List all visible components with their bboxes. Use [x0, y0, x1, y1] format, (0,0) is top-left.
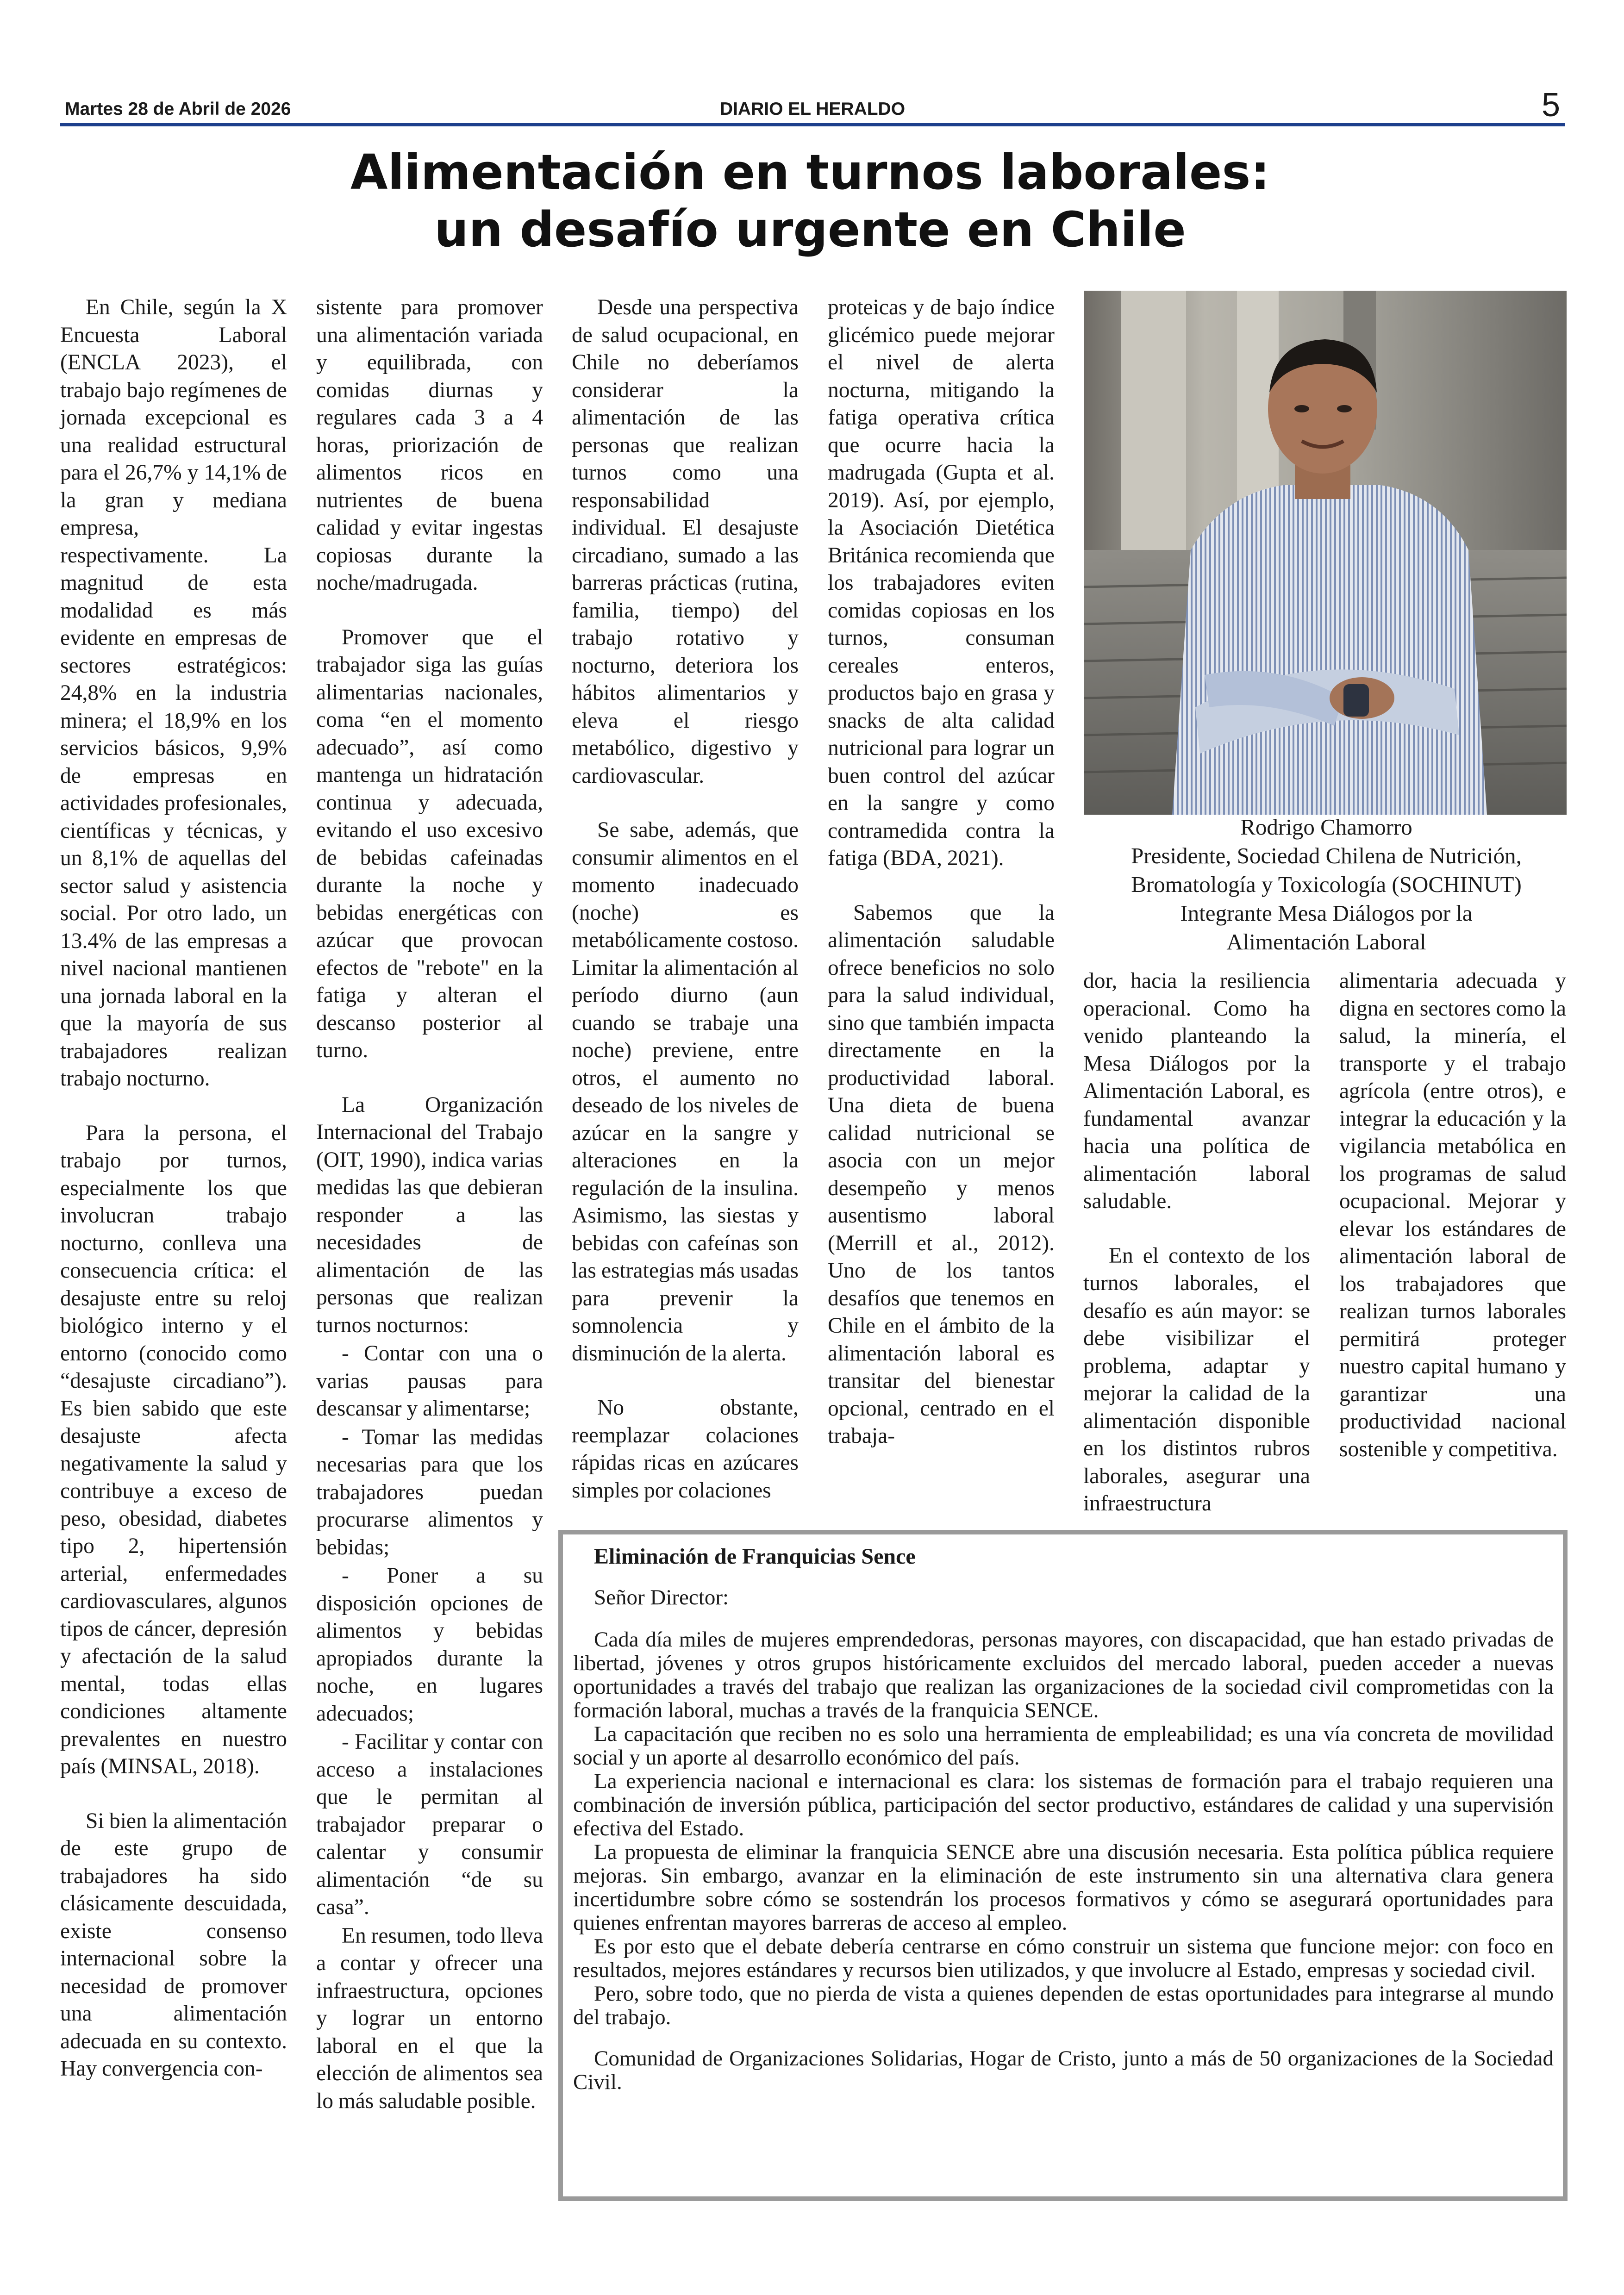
article-column-3	[572, 294, 799, 1531]
paragraph: Para la persona, el trabajo por turnos, especialmente los que involucran trabajo nocturno, conlleva una consecuencia crítica: el desajuste entre su reloj biológico interno y el entorno (conocido como “desajuste circadiano”). Es bien sabido que este desajuste afecta negativamente la salud y contribuye a exceso de peso, obesidad, diabetes tipo 2, hipertensión arterial, enfermedades cardiovasculares, algunos tipos de cáncer, depresión y afectación de la salud mental, todas ellas condiciones altamente prevalentes en nuestro país (MINSAL, 2018).	[60, 1121, 287, 1778]
paragraph: Se sabe, además, que consumir alimentos en el momento inadecuado (noche) es metabólicamente costoso. Limitar la alimentación al período diurno (aun cuando se trabaje una noche) previene, entre otros, el aumento no deseado de los niveles de azúcar en la sangre y alteraciones en la regulación de la insulina. Asimismo, las siestas y bebidas con cafeínas son las estrategias más usadas para prevenir la somnolencia y disminución de la alerta.	[572, 818, 799, 1366]
paragraph: alimentaria adecuada y digna en sectores como la salud, la minería, el transporte y el trabajo agrícola (entre otros), e integrar la educación y la vigilancia metabólica en los programas de salud ocupacional. Mejorar y elevar los estándares de alimentación laboral de los trabajadores que realizan turnos laborales permitirá proteger nuestro capital humano y garantizar una productividad nacional sostenible y competitiva.	[1339, 969, 1566, 1461]
article-headline	[324, 143, 1296, 258]
author-role: Integrante Mesa Diálogos por la	[1180, 900, 1473, 926]
list-item: - Tomar las medidas necesarias para que los trabajadores puedan procurarse alimentos y bebidas;	[316, 1425, 543, 1559]
letter-signature: Comunidad de Organizaciones Solidarias, Hogar de Cristo, junto a más de 50 organizaciones de la Sociedad Civil.	[573, 2046, 1554, 2094]
article-column-1	[60, 294, 287, 2110]
letter-paragraph: La experiencia nacional e internacional es clara: los sistemas de formación para el trabajo requieren una combinación de inversión pública, participación del sector productivo, estándares de calidad y una supervisión efectiva del Estado.	[573, 1769, 1554, 1840]
letter-paragraph: Pero, sobre todo, que no pierda de vista a quienes dependen de estas oportunidades para integrarse al mundo del trabajo.	[573, 1982, 1554, 2029]
paragraph: En el contexto de los turnos laborales, el desafío es aún mayor: se debe visibilizar el problema, adaptar y mejorar la calidad de la alimentación disponible en los distintos rubros laborales, asegurar una infraestructura	[1083, 1243, 1310, 1515]
article-column-4	[828, 294, 1055, 1477]
paragraph: No obstante, reemplazar colaciones rápidas ricas en azúcares simples por colaciones	[572, 1396, 799, 1503]
author-role: Presidente, Sociedad Chilena de Nutrición,	[1131, 843, 1522, 868]
letter-paragraph: La propuesta de eliminar la franquicia SENCE abre una discusión necesaria. Esta política pública requiere mejoras. Sin embargo, avanzar en la eliminación de este instrumento sin una alternativa clara genera incertidumbre sobre cómo se sostendrán los procesos formativos y cómo se asegurará oportunidades para quienes enfrentan mayores barreras de acceso al empleo.	[573, 1840, 1554, 1935]
list-item: - Contar con una o varias pausas para descansar y alimentarse;	[316, 1341, 543, 1421]
paragraph: dor, hacia la resiliencia operacional. Como ha venido planteando la Mesa Diálogos por la Alimentación Laboral, es fundamental avanzar hacia una política de alimentación laboral saludable.	[1083, 969, 1310, 1213]
article-column-5	[1083, 967, 1310, 1545]
headline-line-1: Alimentación en turnos laborales:	[350, 144, 1270, 200]
author-role: Bromatología y Toxicología (SOCHINUT)	[1131, 872, 1522, 897]
portrait-illustration	[1084, 291, 1567, 815]
paragraph: sistente para promover una alimentación variada y equilibrada, con comidas diurnas y regulares cada 3 a 4 horas, priorización de alimentos ricos en nutrientes de buena calidad y evitar ingestas copiosas durante la noche/madrugada.	[316, 295, 543, 595]
paragraph: proteicas y de bajo índice glicémico puede mejorar el nivel de alerta nocturna, mitigando la fatiga operativa crítica que ocurre hacia la madrugada (Gupta et al. 2019). Así, por ejemplo, la Asociación Dietética Británica recomienda que los trabajadores eviten comidas copiosas en los turnos, consuman cereales enteros, productos bajo en grasa y snacks de alta calidad nutricional para lograr un buen control del azúcar en la sangre y como contramedida contra la fatiga (BDA, 2021).	[828, 295, 1055, 870]
letter-paragraph: Cada día miles de mujeres emprendedoras, personas mayores, con discapacidad, que han estado privadas de libertad, jóvenes y otros grupos históricamente excluidos del mercado laboral, pueden acceder a nuevas oportunidades a través del trabajo que realizan las organizaciones de la sociedad civil comprometidas con la formación laboral, muchas a través de la franquicia SENCE.	[573, 1628, 1554, 1722]
letter-title: Eliminación de Franquicias Sence	[594, 1544, 916, 1569]
letter-to-editor-box	[558, 1530, 1568, 2201]
page-number: 5	[1541, 87, 1560, 124]
article-column-6	[1339, 967, 1566, 1490]
paragraph: En Chile, según la X Encuesta Laboral (ENCLA 2023), el trabajo bajo regímenes de jornada excepcional es una realidad estructural para el 26,7% y 14,1% de la gran y mediana empresa, respectivamente. La magnitud de esta modalidad es más evidente en empresas de sectores estratégicos: 24,8% en la industria minera; el 18,9% en los servicios básicos, 9,9% de empresas en actividades profesionales, científicas y técnicas, y un 8,1% de aquellas del sector salud y asistencia social. Por otro lado, un 13.4% de las empresas a nivel nacional mantienen una jornada laboral en la que la mayoría de sus trabajadores realizan trabajo nocturno.	[60, 295, 287, 1091]
paragraph: Desde una perspectiva de salud ocupacional, en Chile no deberíamos considerar la alimentación de las personas que realizan turnos como una responsabilidad individual. El desajuste circadiano, sumado a las barreras prácticas (rutina, familia, tiempo) del trabajo rotativo y nocturno, deteriora los hábitos alimentarios y eleva el riesgo metabólico, digestivo y cardiovascular.	[572, 295, 799, 788]
paragraph: En resumen, todo lleva a contar y ofrecer una infraestructura, opciones y lograr un entorno laboral en el que la elección de alimentos sea lo más saludable posible.	[316, 1923, 543, 2113]
list-item: - Poner a su disposición opciones de alimentos y bebidas apropiados durante la noche, en lugares adecuados;	[316, 1564, 543, 1726]
issue-date: Martes 28 de Abril de 2026	[65, 99, 291, 119]
list-item: - Facilitar y contar con acceso a instalaciones que le permitan al trabajador preparar o calentar y consumir alimentación “de su casa”.	[316, 1730, 543, 1919]
author-name: Rodrigo Chamorro	[1240, 814, 1412, 840]
author-caption	[1065, 813, 1588, 956]
newspaper-name: DIARIO EL HERALDO	[719, 99, 906, 119]
letter-salutation: Señor Director:	[594, 1585, 729, 1609]
letter-paragraph: Es por esto que el debate debería centrarse en cómo construir un sistema que funcione mejor: con foco en resultados, mejores estándares y recursos bien utilizados, y que involucre al Estado, empresas y sociedad civil.	[573, 1934, 1554, 1982]
headline-line-2: un desafío urgente en Chile	[434, 201, 1186, 258]
paragraph: Si bien la alimentación de este grupo de trabajadores ha sido clásicamente descuidada, existe consenso internacional sobre la necesidad de promover una alimentación adecuada en su contexto. Hay convergencia con-	[60, 1809, 287, 2081]
author-photo	[1084, 291, 1567, 815]
paragraph: La Organización Internacional del Trabajo (OIT, 1990), indica varias medidas las que debieran responder a las necesidades de alimentación de las personas que realizan turnos nocturnos:	[316, 1092, 543, 1337]
article-column-2	[316, 294, 543, 2116]
paragraph: Sabemos que la alimentación saludable ofrece beneficios no solo para la salud individual, sino que también impacta directamente en la productividad laboral. Una dieta de buena calidad nutricional se asocia con un mejor desempeño y menos ausentismo laboral (Merrill et al., 2012). Uno de los tantos desafíos que tenemos en Chile en el ámbito de la alimentación laboral es transitar del bienestar opcional, centrado en el trabaja-	[828, 900, 1055, 1448]
author-role: Alimentación Laboral	[1226, 929, 1426, 954]
paragraph: Promover que el trabajador siga las guías alimentarias nacionales, coma “en el momento adecuado”, así como mantenga un hidratación continua y adecuada, evitando el uso excesivo de bebidas cafeinadas durante la noche y bebidas energéticas con azúcar que provocan efectos de "rebote" en la fatiga y alteran el descanso posterior al turno.	[316, 625, 543, 1062]
page-header	[60, 87, 1565, 126]
letter-paragraph: La capacitación que reciben no es solo una herramienta de empleabilidad; es una vía concreta de movilidad social y un aporte al desarrollo económico del país.	[573, 1722, 1554, 1770]
